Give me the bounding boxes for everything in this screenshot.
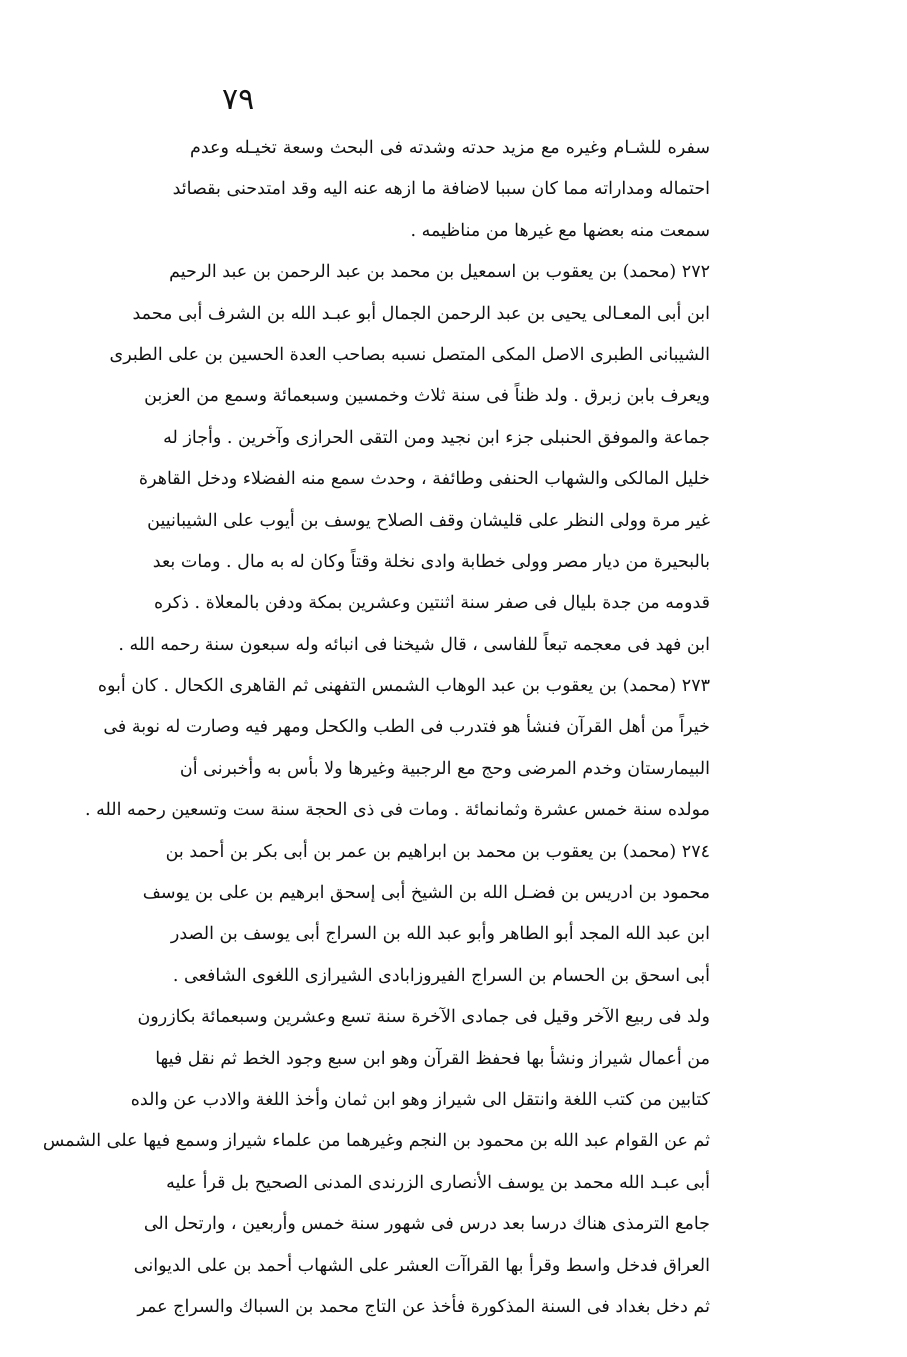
text-line: سفره للشـام وغيره مع مزيد حدته وشدته فى البحث وسعة تخيـله وعدم — [190, 138, 710, 158]
text-line: ويعرف بابن زبرق . ولد ظناً فى سنة ثلاث وخمسين وسبعمائة وسمع من العزبن — [144, 386, 710, 407]
text-line: البيمارستان وخدم المرضى وحج مع الرجبية وغيرها ولا بأس به وأخبرنى أن — [179, 758, 710, 779]
text-line: كتابين من كتب اللغة وانتقل الى شيراز وهو ابن ثمان وأخذ اللغة والادب عن والده — [130, 1089, 710, 1110]
entry-272-first-line: ٢٧٢ (محمد) بن يعقوب بن اسمعيل بن محمد بن عبد الرحمن بن عبد الرحيم — [169, 262, 710, 283]
text-line: ولد فى ربيع الآخر وقيل فى جمادى الآخرة سنة تسع وعشرين وسبعمائة بكازرون — [137, 1007, 710, 1028]
text-line: بالبحيرة من ديار مصر وولى خطابة وادى نخلة وقتاً وكان له به مال . ومات بعد — [152, 551, 710, 572]
text-line: العراق فدخل واسط وقرأ بها القراآت العشر على الشهاب أحمد بن على الديوانى — [133, 1255, 710, 1276]
text-line: قدومه من جدة بليال فى صفر سنة اثنتين وعشرين بمكة ودفن بالمعلاة . ذكره — [153, 593, 710, 614]
text-line: خليل المالكى والشهاب الحنفى وطائفة ، وحدث سمع منه الفضلاء ودخل القاهرة — [138, 469, 710, 490]
entry-273-first-line: ٢٧٣ (محمد) بن يعقوب بن عبد الوهاب الشمس التفهنى ثم القاهرى الكحال . كان أبوه — [97, 676, 710, 697]
text-line: ثم عن القوام عبد الله بن محمود بن النجم وغيرهما من علماء شيراز وسمع فيها على الشمس — [42, 1131, 710, 1152]
text-line: احتماله ومداراته مما كان سببا لاضافة ما ازهه عنه اليه وقد امتدحنى بقصائد — [172, 179, 710, 200]
text-line: محمود بن ادريس بن فضـل الله بن الشيخ أبى إسحق ابرهيم بن على بن يوسف — [142, 883, 710, 904]
text-line: الشيبانى الطبرى الاصل المكى المتصل نسبه بصاحب العدة الحسين بن على الطبرى — [109, 344, 710, 365]
text-line: ثم دخل بغداد فى السنة المذكورة فأخذ عن التاج محمد بن السباك والسراج عمر — [137, 1296, 710, 1317]
page-number: ٧٩ — [222, 82, 255, 117]
text-line: غير مرة وولى النظر على قليشان وقف الصلاح يوسف بن أيوب على الشيبانيين — [147, 510, 710, 531]
text-line: أبى اسحق بن الحسام بن السراج الفيروزابادى الشيرازى اللغوى الشافعى . — [172, 965, 710, 986]
text-line: ابن أبى المعـالى يحيى بن عبد الرحمن الجمال أبو عبـد الله بن الشرف أبى محمد — [132, 303, 710, 324]
entry-274-first-line: ٢٧٤ (محمد) بن يعقوب بن محمد بن ابراهيم بن عمر بن أبى بكر بن أحمد بن — [165, 841, 710, 862]
text-line: جماعة والموفق الحنبلى جزء ابن نجيد ومن التقى الحرازى وآخرين . وأجاز له — [163, 427, 710, 448]
text-line: ابن فهد فى معجمه تبعاً للفاسى ، قال شيخنا فى انبائه وله سبعون سنة رحمه الله . — [118, 634, 710, 655]
text-line: جامع الترمذى هناك درسا بعد درس فى شهور سنة خمس وأربعين ، وارتحل الى — [143, 1214, 710, 1235]
text-line: سمعت منه بعضها مع غيرها من مناظيمه . — [410, 220, 710, 241]
text-line: أبى عبـد الله محمد بن يوسف الأنصارى الزرندى المدنى الصحيح بل قرأ عليه — [166, 1172, 710, 1193]
text-line: ابن عبد الله المجد أبو الطاهر وأبو عبد الله بن السراج أبى يوسف بن الصدر — [170, 924, 710, 945]
body-text — [42, 128, 710, 1328]
text-line: خيراً من أهل القرآن فنشأ هو فتدرب فى الطب والكحل ومهر فيه وصارت له نوبة فى — [103, 717, 710, 738]
text-line: مولده سنة خمس عشرة وثمانمائة . ومات فى ذى الحجة سنة ست وتسعين رحمه الله . — [85, 800, 710, 821]
text-line: من أعمال شيراز ونشأ بها فحفظ القرآن وهو ابن سبع وجود الخط ثم نقل فيها — [155, 1048, 710, 1069]
